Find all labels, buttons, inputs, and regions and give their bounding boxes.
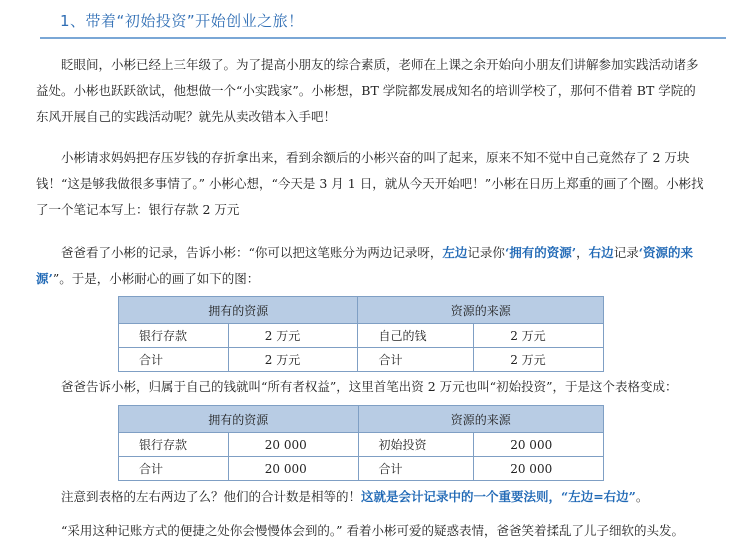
- table-cell: 合计: [119, 348, 229, 372]
- resource-table-1: [118, 296, 604, 372]
- paragraph-3-text-1: 爸爸看了小彬的记录，告诉小彬：“你可以把这笔账分为两边记录呀，: [61, 245, 443, 260]
- paragraph-5-text-2: 。: [635, 489, 649, 504]
- paragraph-5-text-1: 注意到表格的左右两边了么？他们的合计数是相等的！: [61, 489, 362, 504]
- table-header-owned: 拥有的资源: [119, 406, 359, 433]
- paragraph-3-highlight-owned: ‘拥有的资源’: [504, 245, 577, 260]
- table-header-source: 资源的来源: [358, 297, 604, 324]
- paragraph-2: 小彬请求妈妈把存压岁钱的存折拿出来，看到余额后的小彬兴奋的叫了起来，原来不知不觉中自己竟然存了 2 万块钱！“这是够我做很多事情了。” 小彬心想，“今天是 3 月 1 日，就从今天开始吧！”小彬在日历上郑重的画了个圈。小彬找了一个笔记本写上：银行存款 2 万元: [36, 150, 704, 217]
- table-cell: 合计: [119, 457, 229, 481]
- paragraph-3: [36, 240, 706, 292]
- paragraph-5-highlight-rule: 这就是会计记录中的一个重要法则，“左边=右边”: [361, 489, 636, 504]
- table-cell: 20 000: [474, 433, 604, 457]
- resource-table-2: [118, 405, 604, 481]
- paragraph-3-highlight-left: 左边: [442, 245, 468, 260]
- paragraph-3-text-2: 记录你: [467, 245, 505, 260]
- paragraph-6: “采用这种记账方式的便捷之处你会慢慢体会到的。” 看着小彬可爱的疑惑表情，爸爸笑着揉乱了儿子细软的头发。: [61, 523, 685, 538]
- table-cell: 合计: [358, 457, 474, 481]
- table-row: [119, 324, 604, 348]
- paragraph-3-highlight-source: ‘资源的来源’: [36, 245, 694, 286]
- table-cell: 20 000: [474, 457, 604, 481]
- table-row: [119, 433, 604, 457]
- table-header-row: [119, 297, 604, 324]
- paragraph-3-text-5: ”。于是，小彬耐心的画了如下的图：: [52, 271, 260, 286]
- table-row: [119, 348, 604, 372]
- table-cell: 自己的钱: [358, 324, 474, 348]
- table-cell: 初始投资: [358, 433, 474, 457]
- heading-rule: [40, 37, 726, 39]
- paragraph-4: 爸爸告诉小彬，归属于自己的钱就叫“所有者权益”，这里首笔出资 2 万元也叫“初始投资”，于是这个表格变成：: [61, 379, 678, 394]
- table-header-row: [119, 406, 604, 433]
- table-cell: 2 万元: [474, 324, 604, 348]
- paragraph-3-text-4: 记录: [613, 245, 639, 260]
- paragraph-3-text-3: ，: [576, 245, 589, 260]
- table-cell: 20 000: [228, 457, 358, 481]
- table-cell: 2 万元: [474, 348, 604, 372]
- table-header-source: 资源的来源: [358, 406, 604, 433]
- table-cell: 银行存款: [119, 324, 229, 348]
- section-heading: 1、带着“初始投资”开始创业之旅！: [60, 12, 304, 30]
- table-cell: 2 万元: [228, 348, 358, 372]
- paragraph-5: [36, 484, 706, 510]
- table-cell: 2 万元: [228, 324, 358, 348]
- table-cell: 20 000: [228, 433, 358, 457]
- table-header-owned: 拥有的资源: [119, 297, 358, 324]
- table-cell: 银行存款: [119, 433, 229, 457]
- paragraph-3-highlight-right: 右边: [588, 245, 614, 260]
- paragraph-1: 眨眼间，小彬已经上三年级了。为了提高小朋友的综合素质，老师在上课之余开始向小朋友们讲解参加实践活动诸多益处。小彬也跃跃欲试，他想做一个“小实践家”。小彬想，BT 学院都发展成知名的培训学校了，那何不借着 BT 学院的东风开展自己的实践活动呢？就先从卖改错本入手吧！: [36, 57, 699, 124]
- table-cell: 合计: [358, 348, 474, 372]
- table-row: [119, 457, 604, 481]
